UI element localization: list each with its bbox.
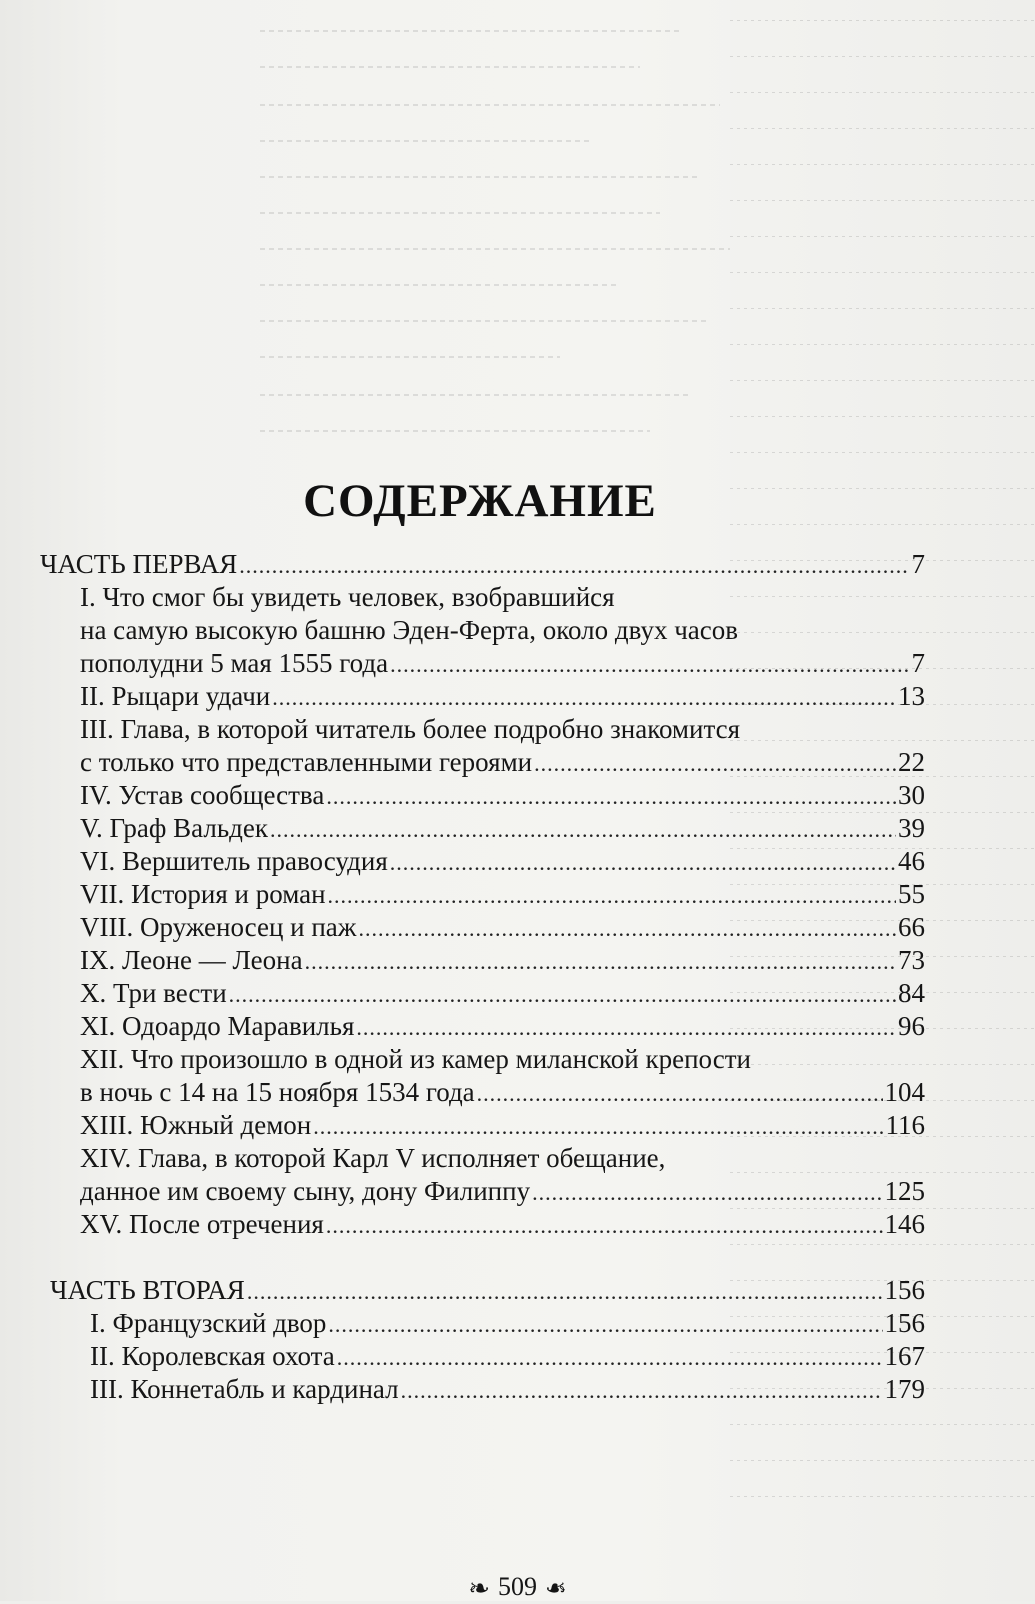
- toc-page-number: 104: [884, 1077, 925, 1107]
- leader-dots: [270, 813, 896, 846]
- toc-page-number: 84: [898, 978, 925, 1008]
- toc-entry-line[interactable]: I. Что смог бы увидеть человек, взобравшийся: [80, 582, 615, 612]
- toc-entry-title: IX. Леоне — Леона: [80, 945, 303, 975]
- fleuron-icon: ❧: [468, 1574, 490, 1603]
- toc-entry-title: V. Граф Вальдек: [80, 813, 269, 843]
- fleuron-icon: ❧: [545, 1574, 567, 1603]
- page-folio: [0, 1572, 1035, 1604]
- leader-dots: [272, 681, 896, 714]
- toc-entry-title: VII. История и роман: [80, 879, 326, 909]
- leader-dots: [326, 780, 896, 813]
- toc-entry-line[interactable]: на самую высокую башню Эден-Ферта, около двух часов: [80, 615, 739, 645]
- leader-dots: [390, 648, 909, 681]
- toc-entry-title: VIII. Оруженосец и паж: [80, 912, 357, 942]
- toc-entry[interactable]: [40, 878, 925, 911]
- leader-dots: [313, 1110, 883, 1143]
- toc-entry-title: XI. Одоардо Маравилья: [80, 1011, 355, 1041]
- toc-entry-title: II. Королевская охота: [90, 1341, 335, 1371]
- toc-entry-title: в ночь с 14 на 15 ноября 1534 года: [80, 1077, 475, 1107]
- toc-page-number: 46: [898, 846, 925, 876]
- toc-page-number: 73: [898, 945, 925, 975]
- toc-entry[interactable]: [40, 812, 925, 845]
- toc-page-number: 7: [911, 648, 925, 678]
- toc-page-number: 22: [898, 747, 925, 777]
- toc-page-number: 156: [884, 1275, 925, 1305]
- toc-page-number: 30: [898, 780, 925, 810]
- toc-page-number: 156: [884, 1308, 925, 1338]
- toc-page-number: 116: [885, 1110, 925, 1140]
- toc-page-number: 13: [898, 681, 925, 711]
- toc-entry-title: пополудни 5 мая 1555 года: [80, 648, 389, 678]
- toc-entry-line[interactable]: XII. Что произошло в одной из камер миланской крепости: [80, 1044, 751, 1074]
- leader-dots: [247, 1275, 883, 1308]
- toc-entry-title: XV. После отречения: [80, 1209, 324, 1239]
- page-title: СОДЕРЖАНИЕ: [303, 475, 657, 527]
- leader-dots: [239, 549, 909, 582]
- toc-entry-line[interactable]: XIV. Глава, в которой Карл V исполняет обещание,: [80, 1143, 666, 1173]
- toc-entry[interactable]: [40, 1208, 925, 1241]
- toc-entry[interactable]: [40, 1076, 925, 1109]
- page-number: 509: [498, 1572, 537, 1601]
- toc-entry[interactable]: [40, 977, 925, 1010]
- leader-dots: [358, 912, 896, 945]
- leader-dots: [477, 1077, 883, 1110]
- toc-entry[interactable]: [40, 1307, 925, 1340]
- leader-dots: [305, 945, 896, 978]
- toc-entry-title: III. Коннетабль и кардинал: [90, 1374, 399, 1404]
- toc-entry-title: данное им своему сыну, дону Филиппу: [80, 1176, 531, 1206]
- toc-entry[interactable]: [40, 1010, 925, 1043]
- toc-page-number: 146: [884, 1209, 925, 1239]
- leader-dots: [328, 879, 896, 912]
- toc-page-number: 55: [898, 879, 925, 909]
- leader-dots: [328, 1308, 882, 1341]
- toc-entry-title: VI. Вершитель правосудия: [80, 846, 388, 876]
- toc-entry[interactable]: [40, 1109, 925, 1142]
- leader-dots: [401, 1374, 883, 1407]
- toc-entry-title: X. Три вести: [80, 978, 227, 1008]
- toc-page-number: 125: [884, 1176, 925, 1206]
- toc-entry-line[interactable]: III. Глава, в которой читатель более подробно знакомится: [80, 714, 740, 744]
- toc-entry[interactable]: [40, 1175, 925, 1208]
- toc-entry-title: I. Французский двор: [90, 1308, 327, 1338]
- toc-page-number: 179: [884, 1374, 925, 1404]
- section-gap: [40, 1241, 925, 1274]
- leader-dots: [326, 1209, 883, 1242]
- toc-entry[interactable]: [40, 647, 925, 680]
- toc-entry[interactable]: [40, 845, 925, 878]
- toc-entry[interactable]: [40, 680, 925, 713]
- leader-dots: [337, 1341, 883, 1374]
- toc-part-2[interactable]: [40, 1274, 925, 1307]
- toc-entry-title: с только что представленными героями: [80, 747, 533, 777]
- leader-dots: [229, 978, 896, 1011]
- leader-dots: [390, 846, 896, 879]
- toc-entry[interactable]: [40, 944, 925, 977]
- leader-dots: [534, 747, 896, 780]
- toc-page-number: 7: [911, 549, 925, 579]
- toc-entry[interactable]: [40, 911, 925, 944]
- toc-entry-title: II. Рыцари удачи: [80, 681, 271, 711]
- leader-dots: [356, 1011, 896, 1044]
- toc-page-number: 167: [884, 1341, 925, 1371]
- toc-entry[interactable]: [40, 746, 925, 779]
- toc-entry[interactable]: [40, 1340, 925, 1373]
- toc-entry-title: IV. Устав сообщества: [80, 780, 325, 810]
- toc-entry[interactable]: [40, 779, 925, 812]
- toc-part-label: ЧАСТЬ ПЕРВАЯ: [40, 549, 238, 579]
- toc-page-number: 96: [898, 1011, 925, 1041]
- leader-dots: [532, 1176, 882, 1209]
- table-of-contents: [40, 548, 925, 1406]
- toc-entry[interactable]: [40, 1373, 925, 1406]
- toc-page-number: 66: [898, 912, 925, 942]
- toc-entry-title: XIII. Южный демон: [80, 1110, 312, 1140]
- toc-page-number: 39: [898, 813, 925, 843]
- toc-part-1[interactable]: [40, 548, 925, 581]
- toc-part-label: ЧАСТЬ ВТОРАЯ: [50, 1275, 245, 1305]
- bleed-through-texture-top: [260, 0, 760, 480]
